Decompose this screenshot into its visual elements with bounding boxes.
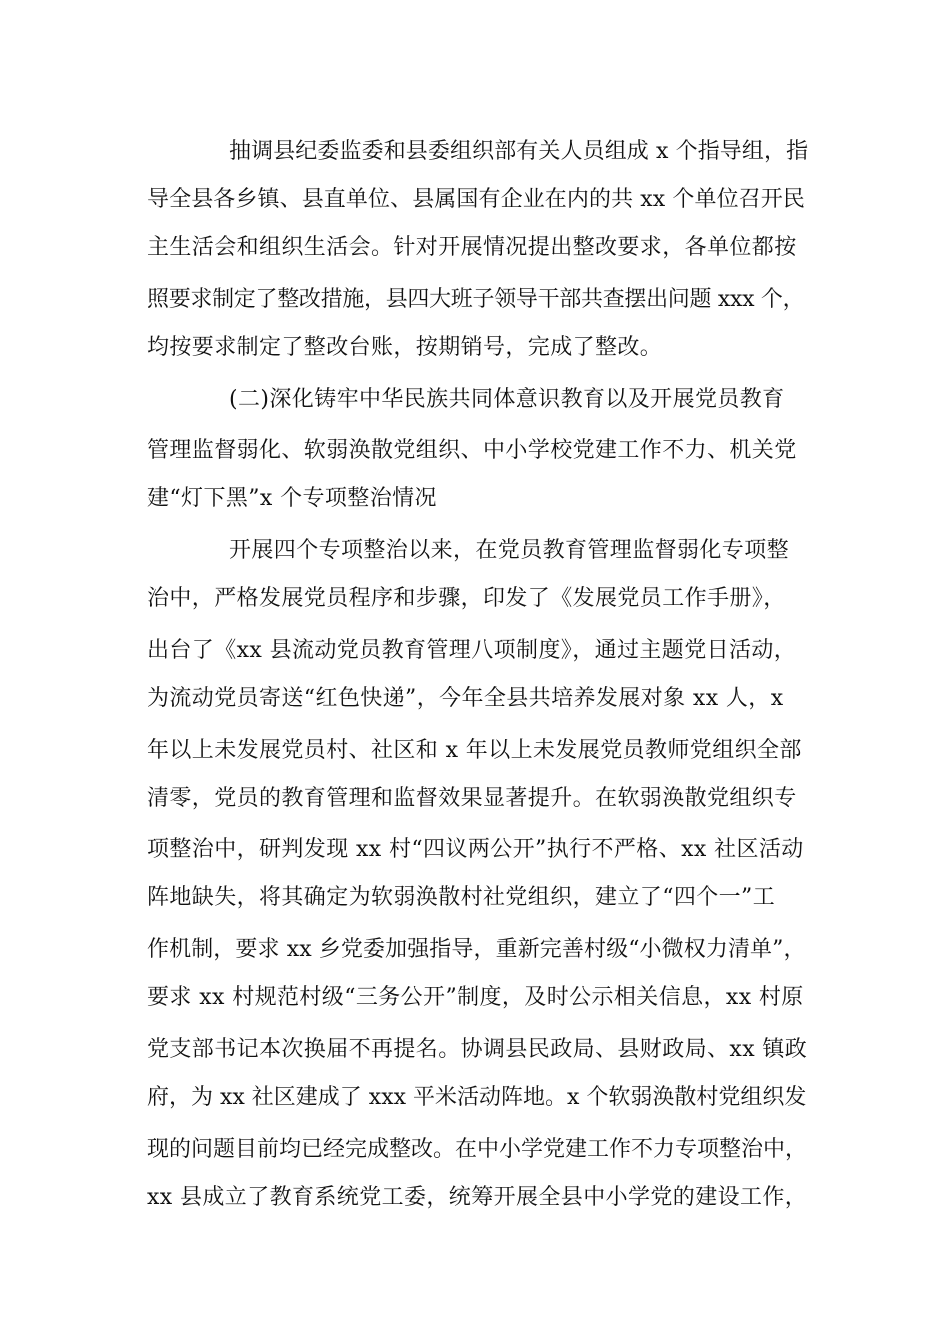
paragraph-line: 阵地缺失，将其确定为软弱涣散村社党组织，建立了“四个一”工 [147,885,776,910]
section-heading-line: 建“灯下黑”x 个专项整治情况 [147,486,437,511]
paragraph-line: 为流动党员寄送“红色快递”，今年全县共培养发展对象 xx 人，x [147,686,784,711]
paragraph-line: 治中，严格发展党员程序和步骤，印发了《发展党员工作手册》， [147,586,786,611]
paragraph-line: 开展四个专项整治以来，在党员教育管理监督弱化专项整 [229,538,790,563]
paragraph-line: 府，为 xx 社区建成了 xxx 平米活动阵地。x 个软弱涣散村党组织发 [147,1085,807,1110]
paragraph-line: 项整治中，研判发现 xx 村“四议两公开”执行不严格、xx 社区活动 [147,837,804,862]
paragraph-line: 出台了《xx 县流动党员教育管理八项制度》，通过主题党日活动， [147,638,797,663]
paragraph-line: 清零，党员的教育管理和监督效果显著提升。在软弱涣散党组织专 [147,786,797,811]
paragraph-line: 均按要求制定了整改台账，按期销号，完成了整改。 [147,335,663,360]
paragraph-line: 现的问题目前均已经完成整改。在中小学党建工作不力专项整治中， [147,1137,808,1162]
paragraph-line: 照要求制定了整改措施，县四大班子领导干部共查摆出问题 xxx 个， [147,287,805,312]
paragraph-line: 主生活会和组织生活会。针对开展情况提出整改要求，各单位都按 [147,235,797,260]
paragraph-line: 作机制，要求 xx 乡党委加强指导，重新完善村级“小微权力清单”， [147,937,806,962]
section-heading-line: (二)深化铸牢中华民族共同体意识教育以及开展党员教育 [229,387,785,412]
paragraph-line: 导全县各乡镇、县直单位、县属国有企业在内的共 xx 个单位召开民 [147,187,806,212]
paragraph-line: 要求 xx 村规范村级“三务公开”制度，及时公示相关信息，xx 村原 [147,985,804,1010]
paragraph-line: xx 县成立了教育系统党工委，统筹开展全县中小学党的建设工作， [147,1185,808,1210]
paragraph-line: 党支部书记本次换届不再提名。协调县民政局、县财政局、xx 镇政 [147,1037,808,1062]
section-heading-line: 管理监督弱化、软弱涣散党组织、中小学校党建工作不力、机关党 [147,438,797,463]
paragraph-line: 抽调县纪委监委和县委组织部有关人员组成 x 个指导组，指 [229,139,809,164]
paragraph-line: 年以上未发展党员村、社区和 x 年以上未发展党员教师党组织全部 [147,738,802,763]
